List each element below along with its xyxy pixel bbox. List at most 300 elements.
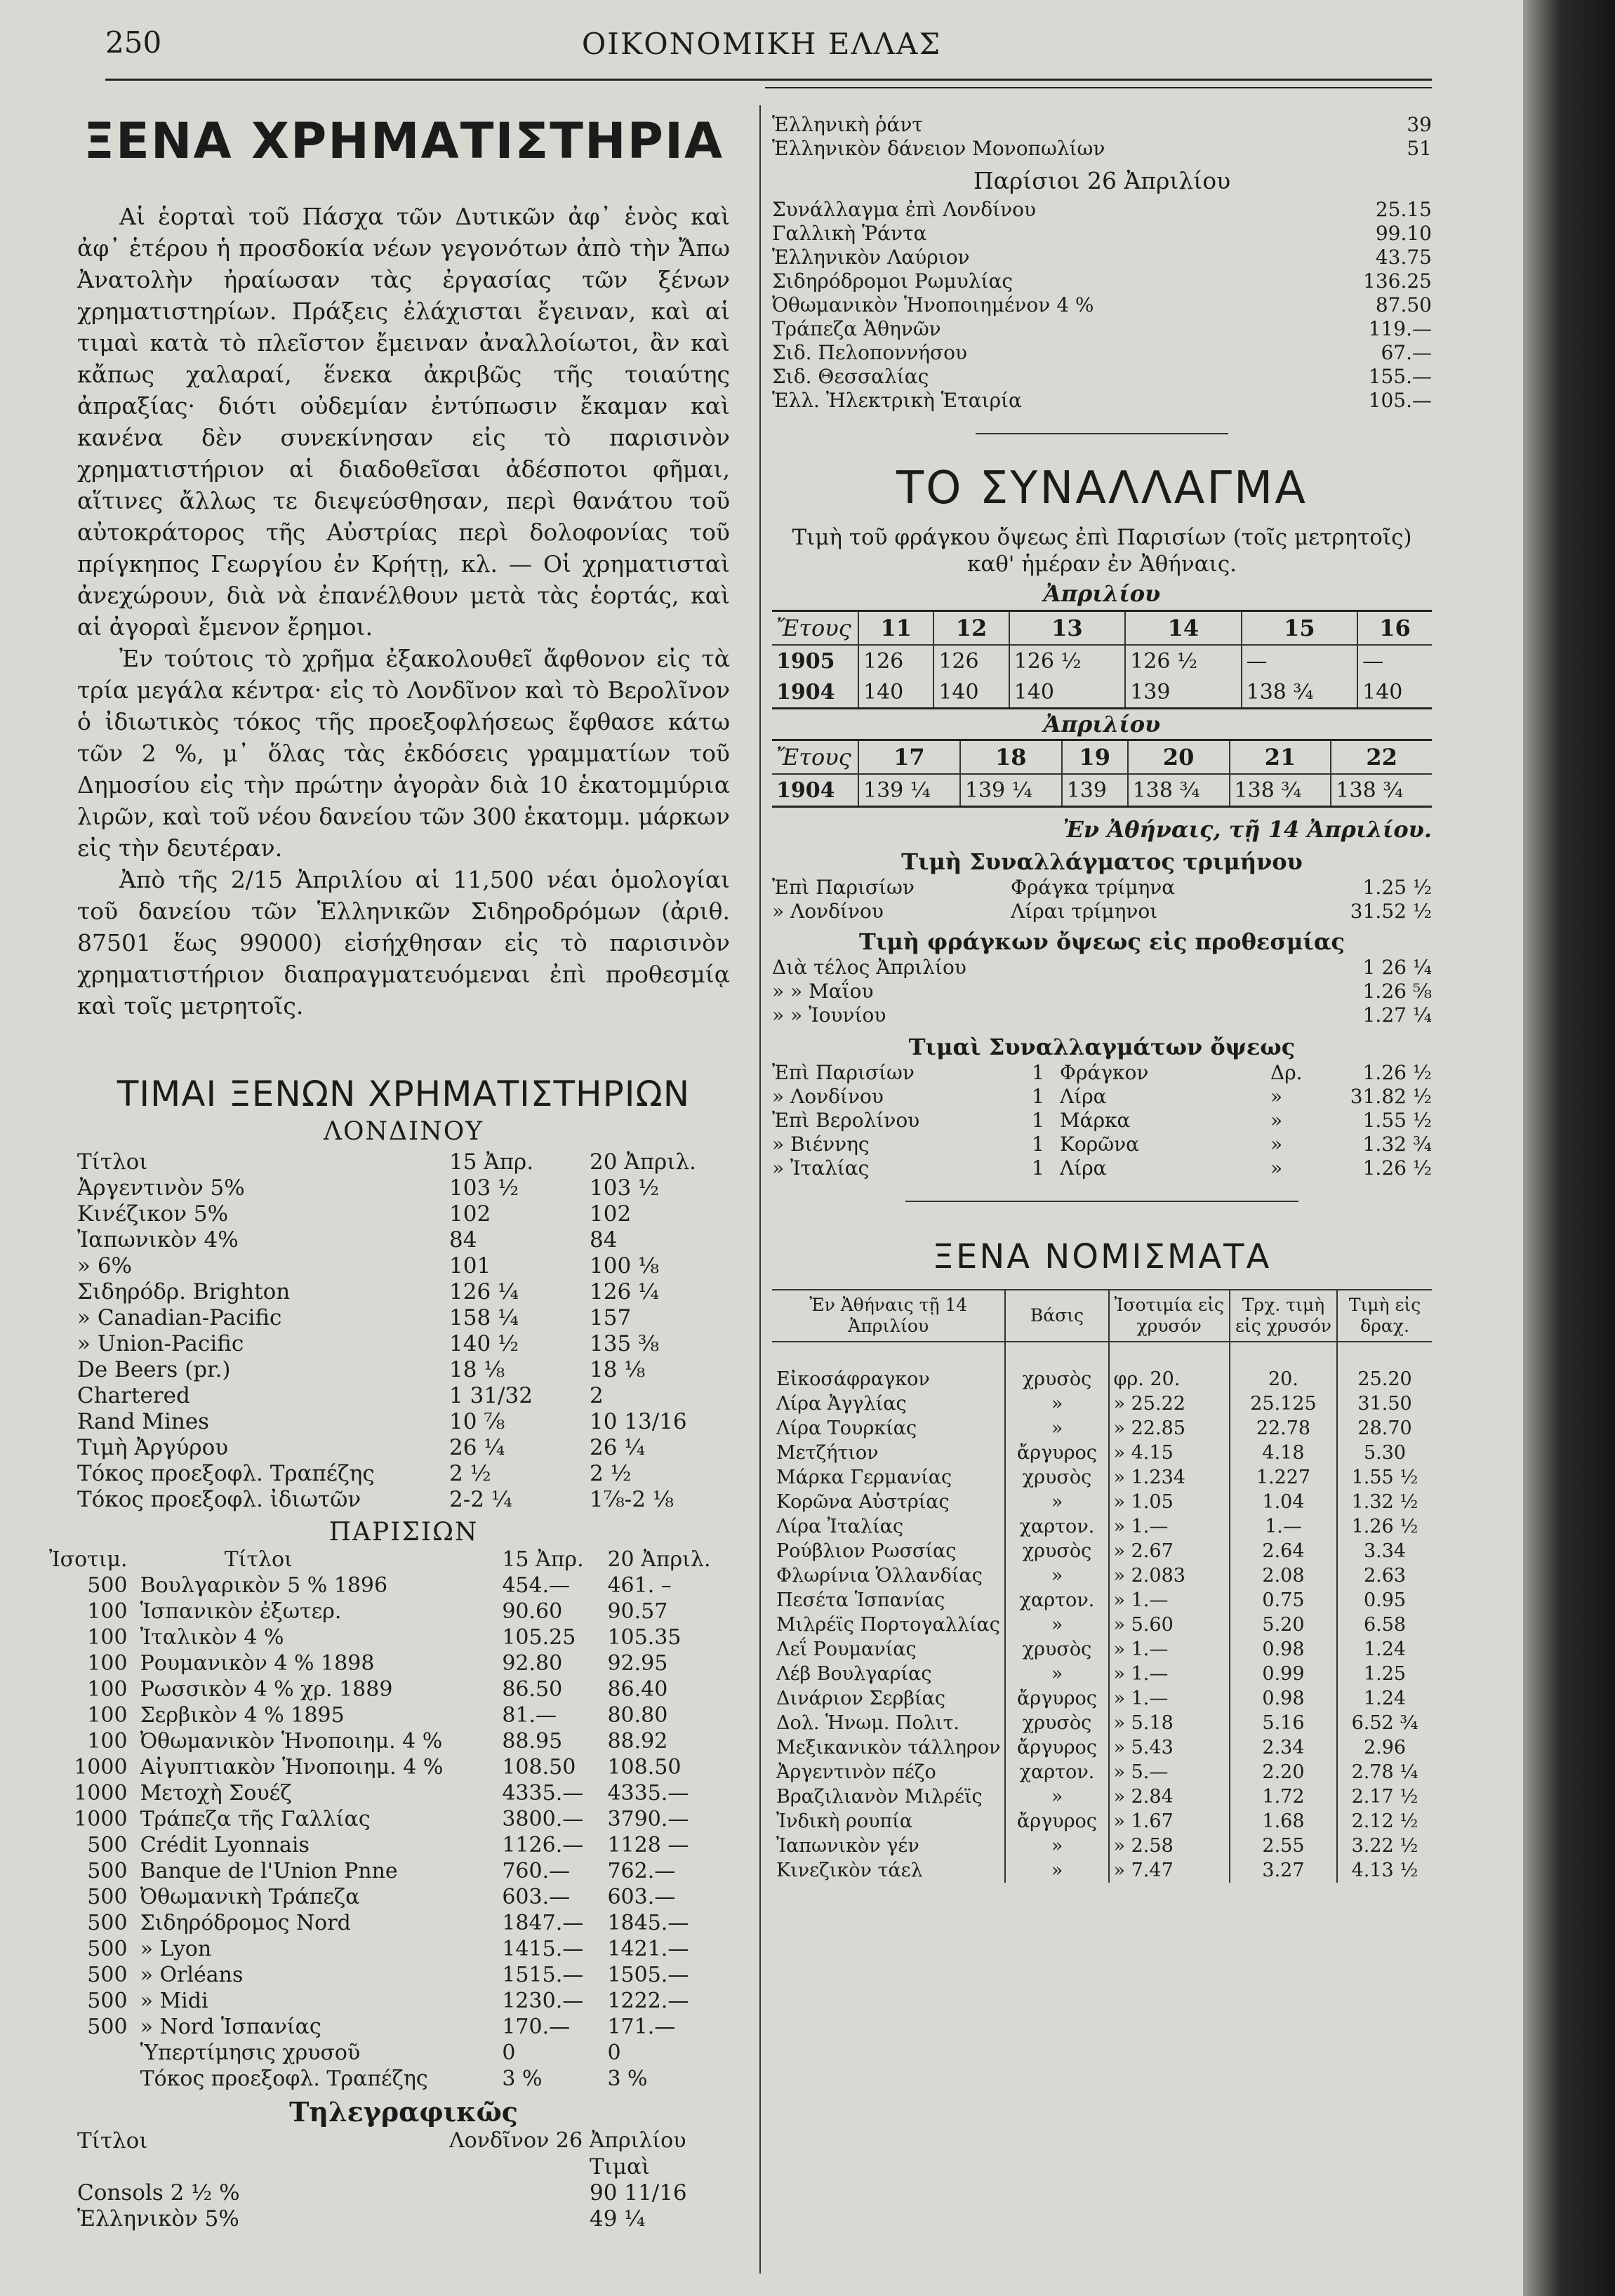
table-row bbox=[772, 1391, 1432, 1416]
par-value: 500 bbox=[87, 1911, 128, 1935]
price-value: 102 bbox=[449, 1201, 491, 1227]
list-item bbox=[772, 221, 1432, 245]
coin-name: Πεσέτα Ἱσπανίας bbox=[772, 1588, 1005, 1613]
coin-name: Μεξικανικὸν τάλληρον bbox=[772, 1735, 1005, 1760]
price-value: 18 ⅛ bbox=[590, 1356, 646, 1382]
qty-value: 1 bbox=[1032, 1156, 1044, 1180]
journal-title: ΟΙΚΟΝΟΜΙΚΗ ΕΛΛΑΣ bbox=[581, 27, 942, 61]
price-value: 762.— bbox=[607, 1859, 676, 1883]
coin-drachma-price: 2.17 ½ bbox=[1351, 1786, 1418, 1808]
security-name: Ἰαπωνικὸν 4% bbox=[77, 1227, 239, 1253]
telegraph-heading: Τηλεγραφικῶς bbox=[289, 2096, 518, 2128]
section-divider bbox=[905, 1201, 1298, 1202]
coin-gold-price: 5.16 bbox=[1230, 1711, 1337, 1735]
par-value: 1000 bbox=[74, 1755, 128, 1780]
coin-parity: » 1.— bbox=[1109, 1662, 1230, 1686]
coin-name: Λίρα Ἰταλίας bbox=[772, 1514, 1005, 1539]
table-header-row bbox=[77, 2128, 730, 2154]
table-row bbox=[49, 1702, 723, 1728]
coin-gold-price: 4.18 bbox=[1230, 1441, 1337, 1465]
rate-value: 126 ½ bbox=[1009, 645, 1125, 676]
list-item bbox=[772, 316, 1432, 340]
coin-base: » bbox=[1005, 1784, 1108, 1809]
security-name: Σιδηρόδρομος Nord bbox=[140, 1911, 351, 1935]
table-row bbox=[772, 875, 1432, 899]
year-cell: 1905 bbox=[772, 645, 858, 676]
coin-base: » bbox=[1005, 1834, 1108, 1858]
column-header: Ἰσοτιμ. bbox=[49, 1547, 128, 1572]
price-value: 103 ½ bbox=[590, 1175, 660, 1201]
price-value: 2-2 ¼ bbox=[449, 1486, 512, 1512]
coin-gold-price: 0.98 bbox=[1230, 1637, 1337, 1662]
item-label: Ἑλληνικὸν δάνειον Μονοπωλίων bbox=[772, 136, 1105, 160]
table-row bbox=[772, 645, 1432, 676]
price-value: 4335.— bbox=[607, 1781, 689, 1806]
price-value: 90.60 bbox=[502, 1599, 563, 1624]
paris-26-list bbox=[772, 197, 1432, 412]
item-value: 105.— bbox=[1368, 388, 1432, 412]
unit-label: Κορῶνα bbox=[1060, 1132, 1139, 1156]
coin-base: χρυσὸς bbox=[1005, 1539, 1108, 1563]
table-row bbox=[49, 2014, 723, 2040]
coin-base: χρυσὸς bbox=[1005, 1711, 1108, 1735]
security-name: Τόκος προεξοφλ. ἰδιωτῶν bbox=[77, 1486, 361, 1512]
price-value: 454.— bbox=[502, 1573, 571, 1598]
table-row bbox=[49, 1598, 723, 1624]
table-row bbox=[772, 1108, 1432, 1132]
athens-caption: Ἐν Ἀθήναις, τῇ 14 Ἀπριλίου. bbox=[1063, 816, 1432, 843]
column-header: Τρχ. τιμὴ εἰς χρυσόν bbox=[1230, 1290, 1337, 1342]
price-value: 158 ¼ bbox=[449, 1304, 519, 1330]
article-paragraph: Ἐν τούτοις τὸ χρῆμα ἐξακολουθεῖ ἄφθονον εἰς τὰ τρία μεγάλα κέντρα· εἰς τὸ Λονδῖνον καὶ τὸ Βερολῖνον ὁ ἰδιωτικὸς τόκος τῆς προεξοφλήσεως ἔφθασε κάτω τῶν 2 %, μ᾽ ὅλας τὰς ἐκδόσεις γραμματίων τοῦ Δημοσίου εἰς τὴν πρώτην ἀγορὰν διὰ 10 ἑκατομμύρια λιρῶν, καὶ τοῦ νέου δανείου τῶν 300 ἑκατομμ. μάρκων εἰς τὴν δευτέραν. bbox=[77, 645, 730, 862]
price-value: 1415.— bbox=[502, 1937, 584, 1961]
unit-label: Λίρα bbox=[1060, 1156, 1107, 1180]
par-value: 500 bbox=[87, 1963, 128, 1987]
table-row bbox=[49, 2040, 723, 2066]
day-header: 11 bbox=[858, 611, 933, 646]
unit-label: Μάρκα bbox=[1060, 1108, 1131, 1132]
rate-value: 139 ¼ bbox=[858, 774, 960, 807]
table-row bbox=[77, 1434, 730, 1460]
price-value: 461. – bbox=[607, 1573, 672, 1598]
coin-name: Λεΐ Ρουμανίας bbox=[772, 1637, 1005, 1662]
coin-name: Εἰκοσάφραγκον bbox=[772, 1367, 1005, 1391]
column-divider bbox=[759, 105, 761, 2274]
table-row bbox=[772, 1539, 1432, 1563]
rate-value: 1.26 ½ bbox=[1362, 1156, 1432, 1180]
coin-parity: » 1.— bbox=[1109, 1514, 1230, 1539]
day-header: 21 bbox=[1230, 740, 1331, 775]
par-value: 500 bbox=[87, 1573, 128, 1598]
coin-parity: » 7.47 bbox=[1109, 1858, 1230, 1883]
coin-parity: » 1.— bbox=[1109, 1637, 1230, 1662]
security-name: Σιδηρόδρ. Brighton bbox=[77, 1279, 291, 1304]
article-body bbox=[77, 201, 730, 1022]
rate-value: 139 bbox=[1062, 774, 1128, 807]
table-row bbox=[772, 1084, 1432, 1108]
coin-drachma-price: 1.55 ½ bbox=[1351, 1467, 1418, 1488]
coin-name: Φλωρίνια Ὁλλανδίας bbox=[772, 1563, 1005, 1588]
coin-name: Κινεζικὸν τάελ bbox=[772, 1858, 1005, 1883]
coin-base: » bbox=[1005, 1858, 1108, 1883]
table-row bbox=[77, 1330, 730, 1356]
coin-parity: » 5.18 bbox=[1109, 1711, 1230, 1735]
column-header: Βάσις bbox=[1005, 1290, 1108, 1342]
security-name: Chartered bbox=[77, 1382, 190, 1408]
table-row bbox=[772, 1441, 1432, 1465]
coin-parity: » 1.234 bbox=[1109, 1465, 1230, 1490]
price-value: 80.80 bbox=[607, 1703, 668, 1728]
table-header-row bbox=[77, 1149, 730, 1175]
coin-name: Δινάριον Σερβίας bbox=[772, 1686, 1005, 1711]
rate-value: 31.52 ½ bbox=[1350, 899, 1432, 923]
sight-heading: Τιμαὶ Συναλλαγμάτων ὄψεως bbox=[908, 1034, 1296, 1060]
header-rule-secondary bbox=[765, 87, 1432, 88]
table-row bbox=[772, 1588, 1432, 1613]
currency-label: Δρ. bbox=[1270, 1060, 1303, 1084]
period-label: » » Ἰουνίου bbox=[772, 1003, 886, 1027]
coin-drachma-price: 2.78 ¼ bbox=[1351, 1761, 1418, 1783]
table-row bbox=[772, 1834, 1432, 1858]
year-cell: 1904 bbox=[772, 676, 858, 709]
par-value: 1000 bbox=[74, 1781, 128, 1806]
coin-parity: » 2.84 bbox=[1109, 1784, 1230, 1809]
price-value: 1126.— bbox=[502, 1833, 584, 1857]
coin-gold-price: 0.98 bbox=[1230, 1686, 1337, 1711]
page-number: 250 bbox=[105, 25, 162, 60]
three-month-table bbox=[772, 875, 1432, 923]
greek-bonds-list bbox=[772, 112, 1432, 160]
rate-value: 1.26 ½ bbox=[1362, 1060, 1432, 1084]
rate-value: 138 ¾ bbox=[1336, 777, 1404, 803]
table-row bbox=[77, 1304, 730, 1330]
price-value: 140 ½ bbox=[449, 1330, 519, 1356]
table-row bbox=[77, 1460, 730, 1486]
coin-name: Μετζήτιον bbox=[772, 1441, 1005, 1465]
item-label: Ἑλληνικὸν Λαύριον bbox=[772, 245, 970, 269]
security-name: Ἰταλικὸν 4 % bbox=[140, 1625, 284, 1650]
table-row bbox=[49, 1573, 723, 1598]
list-item bbox=[772, 364, 1432, 388]
par-value: 500 bbox=[87, 1833, 128, 1857]
security-name: Rand Mines bbox=[77, 1408, 210, 1434]
item-label: Ἑλλ. Ἠλεκτρικὴ Ἑταιρία bbox=[772, 388, 1022, 412]
place-label: » Λονδίνου bbox=[772, 1084, 884, 1108]
article-paragraph: Αἱ ἑορταὶ τοῦ Πάσχα τῶν Δυτικῶν ἀφ᾽ ἑνὸς καὶ ἀφ᾽ ἑτέρου ἡ προσδοκία νέων γεγονότων ἀπὸ τὴν Ἄπω Ἀνατολὴν ἠραίωσαν τὰς ἐργασίας τῶν ξένων χρηματιστηρίων. Πράξεις ἐλάχισται ἔγειναν, καὶ αἱ τιμαὶ κατὰ τὸ πλεῖστον ἔμειναν ἀναλλοίωτοι, ἂν καὶ κἄπως χαλαραί, ἕνεκα ἀκριβῶς τῆς τοιαύτης ἀπραξίας· διότι οὐδεμίαν ἐντύπωσιν ἔκαμαν καὶ κανένα δὲν συνεκίνησαν εἰς τὸ παρισινὸν χρηματιστήριον αἱ διαδοθεῖσαι ἀδέσποτοι φῆμαι, αἵτινες ἄλλως τε διεψεύσθησαν, περὶ θανάτου τοῦ αὐτοκράτορος τῆς Αὐστρίας περὶ δολοφονίας τοῦ πρίγκηπος Γεωργίου ἐν Κρήτῃ, κλ. — Οἱ χρηματισταὶ ἀνεχώρουν, διὰ νὰ ἐπανέλθουν μετὰ τὰς ἑορτάς, καὶ αἱ ἀγοραὶ ἔμενον ἔρημοι. bbox=[77, 203, 730, 641]
security-name: De Beers (pr.) bbox=[77, 1356, 231, 1382]
price-value: 3790.— bbox=[607, 1807, 689, 1831]
security-name: Κινέζικον 5% bbox=[77, 1201, 229, 1227]
qty-value: 1 bbox=[1032, 1132, 1044, 1156]
coins-title: ΞΕΝΑ ΝΟΜΙΣΜΑΤΑ bbox=[932, 1237, 1272, 1276]
column-header: Ἰσοτιμία εἰς χρυσόν bbox=[1109, 1290, 1230, 1342]
coin-drachma-price: 5.30 bbox=[1363, 1442, 1407, 1464]
coin-base: χαρτον. bbox=[1005, 1588, 1108, 1613]
place-label: » Βιέννης bbox=[772, 1132, 870, 1156]
rate-value: 140 bbox=[858, 676, 933, 709]
coin-base: » bbox=[1005, 1416, 1108, 1441]
rate-value: 140 bbox=[1009, 676, 1125, 709]
item-label: Ἑλληνικὴ ῥάντ bbox=[772, 112, 923, 136]
table-row bbox=[772, 1686, 1432, 1711]
table-row bbox=[49, 1962, 723, 1988]
table-row bbox=[772, 1416, 1432, 1441]
coin-parity: » 25.22 bbox=[1109, 1391, 1230, 1416]
coin-drachma-price: 1.26 ½ bbox=[1351, 1516, 1418, 1537]
item-value: 136.25 bbox=[1363, 269, 1432, 293]
right-column bbox=[772, 112, 1432, 1883]
table-row bbox=[49, 1884, 723, 1910]
price-value: 1230.— bbox=[502, 1989, 584, 2013]
item-label: Σιδ. Θεσσαλίας bbox=[772, 364, 929, 388]
price-value: 100 ⅛ bbox=[590, 1253, 660, 1279]
rate-value: 31.82 ½ bbox=[1350, 1084, 1432, 1108]
day-header: 13 bbox=[1009, 611, 1125, 646]
month-label: Ἀπριλίου bbox=[1043, 580, 1161, 607]
rate-value: 140 bbox=[933, 676, 1009, 709]
security-name: Μετοχὴ Σουέζ bbox=[140, 1781, 292, 1806]
table-row bbox=[772, 1735, 1432, 1760]
table-row bbox=[77, 1382, 730, 1408]
coin-parity: » 1.— bbox=[1109, 1686, 1230, 1711]
paris-table bbox=[49, 1547, 723, 2092]
header-rule bbox=[105, 79, 1432, 81]
security-name: Βουλγαρικὸν 5 % 1896 bbox=[140, 1573, 388, 1598]
security-name: Ἀργεντινὸν 5% bbox=[77, 1175, 245, 1201]
coin-gold-price: 1.04 bbox=[1230, 1490, 1337, 1514]
coin-drachma-price: 25.20 bbox=[1357, 1368, 1412, 1390]
table-row bbox=[772, 1563, 1432, 1588]
place-label: Ἐπὶ Βερολίνου bbox=[772, 1108, 920, 1132]
coin-drachma-price: 0.95 bbox=[1363, 1589, 1407, 1611]
table-row bbox=[77, 1486, 730, 1512]
day-header: 15 bbox=[1242, 611, 1357, 646]
table-header-row bbox=[772, 1290, 1432, 1342]
price-value: 3800.— bbox=[502, 1807, 584, 1831]
price-value: 2 ½ bbox=[449, 1460, 491, 1486]
table-row bbox=[772, 1711, 1432, 1735]
rate-value: 126 bbox=[933, 645, 1009, 676]
london-table bbox=[77, 1149, 730, 1512]
place-label: Ἐπὶ Παρισίων bbox=[772, 1060, 915, 1084]
security-name: » Nord Ἱσπανίας bbox=[140, 2015, 321, 2039]
table-header-row bbox=[772, 611, 1432, 646]
table-row bbox=[49, 1832, 723, 1858]
table-row bbox=[77, 2205, 730, 2231]
rate-value: 1.55 ½ bbox=[1362, 1108, 1432, 1132]
coin-gold-price: 2.20 bbox=[1230, 1760, 1337, 1784]
paris-heading: ΠΑΡΙΣΙΩΝ bbox=[328, 1518, 479, 1547]
coin-gold-price: 1.— bbox=[1230, 1514, 1337, 1539]
table-row bbox=[772, 1858, 1432, 1883]
forward-heading: Τιμὴ φράγκων ὄψεως εἰς προθεσμίας bbox=[859, 928, 1345, 955]
table-row bbox=[49, 1780, 723, 1806]
table-row bbox=[772, 899, 1432, 923]
coin-parity: » 1.67 bbox=[1109, 1809, 1230, 1834]
page-gutter-shadow bbox=[1523, 0, 1615, 2296]
price-value: 103 ½ bbox=[449, 1175, 519, 1201]
coin-gold-price: 5.20 bbox=[1230, 1613, 1337, 1637]
price-value: 92.80 bbox=[502, 1651, 563, 1676]
price-value: 0 bbox=[502, 2041, 516, 2065]
unit-label: Λίρα bbox=[1060, 1084, 1107, 1108]
rate-value: 1.26 ⅝ bbox=[1362, 979, 1432, 1003]
coin-base: » bbox=[1005, 1662, 1108, 1686]
table-row bbox=[772, 1760, 1432, 1784]
price-value: 2 ½ bbox=[590, 1460, 632, 1486]
coin-name: Ἰαπωνικὸν γέν bbox=[772, 1834, 1005, 1858]
rate-value: 138 ¾ bbox=[1128, 774, 1230, 807]
coin-gold-price: 0.75 bbox=[1230, 1588, 1337, 1613]
period-label: » » Μαΐου bbox=[772, 979, 874, 1003]
table-row bbox=[49, 1624, 723, 1650]
table-row bbox=[49, 1988, 723, 2014]
item-value: 67.— bbox=[1381, 340, 1432, 364]
security-name: Banque de l'Union Pnne bbox=[140, 1859, 398, 1883]
coin-name: Ρούβλιον Ρωσσίας bbox=[772, 1539, 1005, 1563]
par-value: 500 bbox=[87, 1859, 128, 1883]
coin-name: Μάρκα Γερμανίας bbox=[772, 1465, 1005, 1490]
coin-name: Μιλρέϊς Πορτογαλλίας bbox=[772, 1613, 1005, 1637]
item-label: Σιδ. Πελοποννήσου bbox=[772, 340, 968, 364]
coin-parity: » 5.— bbox=[1109, 1760, 1230, 1784]
coin-base: χαρτον. bbox=[1005, 1514, 1108, 1539]
currency-label: » bbox=[1270, 1132, 1283, 1156]
coin-base: » bbox=[1005, 1613, 1108, 1637]
coin-parity: » 2.083 bbox=[1109, 1563, 1230, 1588]
section-title-foreign-exchanges: ΞΕΝΑ ΧΡΗΜΑΤΙΣΤΗΡΙΑ bbox=[83, 112, 724, 170]
table-row bbox=[77, 1201, 730, 1227]
coin-gold-price: 1.72 bbox=[1230, 1784, 1337, 1809]
par-value: 500 bbox=[87, 1989, 128, 2013]
period-label: Διὰ τέλος Ἀπριλίου bbox=[772, 955, 966, 979]
table-row bbox=[772, 1490, 1432, 1514]
qty-value: 1 bbox=[1032, 1108, 1044, 1132]
table-row bbox=[772, 1613, 1432, 1637]
rate-value: 1.27 ¼ bbox=[1362, 1003, 1432, 1027]
price-value: 105.25 bbox=[502, 1625, 576, 1650]
coin-gold-price: 25.125 bbox=[1230, 1391, 1337, 1416]
rate-value: 1 26 ¼ bbox=[1362, 955, 1432, 979]
coin-parity: » 5.43 bbox=[1109, 1735, 1230, 1760]
coin-base: χρυσὸς bbox=[1005, 1465, 1108, 1490]
exchange-title: ΤΟ ΣΥΝΑΛΛΑΓΜΑ bbox=[896, 462, 1308, 514]
price-value: 90.57 bbox=[607, 1599, 668, 1624]
security-name: » Canadian-Pacific bbox=[77, 1304, 282, 1330]
table-header-row bbox=[77, 2154, 730, 2180]
table-row bbox=[772, 1809, 1432, 1834]
list-item bbox=[772, 245, 1432, 269]
list-item bbox=[772, 293, 1432, 316]
coin-drachma-price: 2.63 bbox=[1363, 1565, 1407, 1587]
coin-drachma-price: 4.13 ½ bbox=[1351, 1860, 1418, 1881]
security-name: » Union-Pacific bbox=[77, 1330, 244, 1356]
coin-parity: φρ. 20. bbox=[1109, 1367, 1230, 1391]
table-row bbox=[772, 1132, 1432, 1156]
coin-drachma-price: 2.96 bbox=[1363, 1737, 1407, 1758]
price-value: 603.— bbox=[607, 1885, 676, 1909]
price-value: 1845.— bbox=[607, 1911, 689, 1935]
price-value: 81.— bbox=[502, 1703, 557, 1728]
coin-drachma-price: 6.52 ¾ bbox=[1351, 1712, 1418, 1734]
month-label: Ἀπριλίου bbox=[1043, 711, 1161, 737]
coin-base: ἄργυρος bbox=[1005, 1686, 1108, 1711]
price-value: 4335.— bbox=[502, 1781, 584, 1806]
coin-name: Λίρα Ἀγγλίας bbox=[772, 1391, 1005, 1416]
security-name: » Midi bbox=[140, 1989, 208, 2013]
price-value: 1128 — bbox=[607, 1833, 689, 1857]
coin-name: Λίρα Τουρκίας bbox=[772, 1416, 1005, 1441]
table-row bbox=[77, 1227, 730, 1253]
par-value: 500 bbox=[87, 1937, 128, 1961]
price-value: 49 ¼ bbox=[590, 2205, 646, 2231]
list-item bbox=[772, 136, 1432, 160]
coin-parity: » 2.58 bbox=[1109, 1834, 1230, 1858]
rate-value: 126 ½ bbox=[1125, 645, 1241, 676]
coin-gold-price: 2.34 bbox=[1230, 1735, 1337, 1760]
list-item bbox=[772, 269, 1432, 293]
table-row bbox=[77, 1408, 730, 1434]
price-value: 1505.— bbox=[607, 1963, 689, 1987]
coin-base: » bbox=[1005, 1391, 1108, 1416]
rate-value: 1.32 ¾ bbox=[1362, 1132, 1432, 1156]
price-value: 157 bbox=[590, 1304, 632, 1330]
coin-drachma-price: 1.24 bbox=[1363, 1688, 1407, 1709]
table-row bbox=[49, 1650, 723, 1676]
table-row bbox=[772, 1156, 1432, 1180]
coin-drachma-price: 1.32 ½ bbox=[1351, 1491, 1418, 1513]
left-column bbox=[77, 112, 730, 1022]
table-row bbox=[77, 1356, 730, 1382]
table-row bbox=[772, 1060, 1432, 1084]
year-cell: 1904 bbox=[772, 774, 858, 807]
telegraph-table bbox=[77, 2128, 730, 2231]
rate-value: 138 ¾ bbox=[1242, 676, 1357, 709]
coin-name: Λέβ Βουλγαρίας bbox=[772, 1662, 1005, 1686]
coin-drachma-price: 28.70 bbox=[1357, 1417, 1412, 1439]
security-name: Ἑλληνικὸν 5% bbox=[77, 2205, 239, 2231]
rate-value: — bbox=[1242, 645, 1357, 676]
coin-gold-price: 2.64 bbox=[1230, 1539, 1337, 1563]
column-header: 15 Ἀπρ. bbox=[502, 1547, 584, 1572]
table-row bbox=[772, 1367, 1432, 1391]
item-value: 51 bbox=[1407, 136, 1432, 160]
security-name: Crédit Lyonnais bbox=[140, 1833, 310, 1857]
par-value: 500 bbox=[87, 1885, 128, 1909]
coin-base: χρυσὸς bbox=[1005, 1367, 1108, 1391]
coin-name: Δολ. Ἡνωμ. Πολιτ. bbox=[772, 1711, 1005, 1735]
qty-value: 1 bbox=[1032, 1084, 1044, 1108]
place-label: » Λονδίνου bbox=[772, 899, 884, 923]
security-name: Ἱσπανικὸν ἐξωτερ. bbox=[140, 1599, 342, 1624]
exchange-grid-2 bbox=[772, 739, 1432, 808]
day-header: 16 bbox=[1357, 611, 1432, 646]
telegraph-subheading: Λονδῖνον 26 Ἀπριλίου bbox=[449, 2128, 686, 2153]
par-value: 500 bbox=[87, 2015, 128, 2039]
table-row bbox=[772, 1003, 1432, 1027]
list-item bbox=[772, 340, 1432, 364]
rate-value: — bbox=[1362, 648, 1384, 674]
price-value: 760.— bbox=[502, 1859, 571, 1883]
column-header: Τιμὴ εἰς δραχ. bbox=[1337, 1290, 1432, 1342]
rate-value: 126 bbox=[858, 645, 933, 676]
unit-label: Λίραι τρίμηνοι bbox=[1011, 899, 1158, 923]
table-row bbox=[772, 1514, 1432, 1539]
par-value: 100 bbox=[87, 1729, 128, 1754]
table-row bbox=[49, 2066, 723, 2092]
london-heading: ΛΟΝΔΙΝΟΥ bbox=[323, 1117, 484, 1146]
price-value: 108.50 bbox=[502, 1755, 576, 1780]
